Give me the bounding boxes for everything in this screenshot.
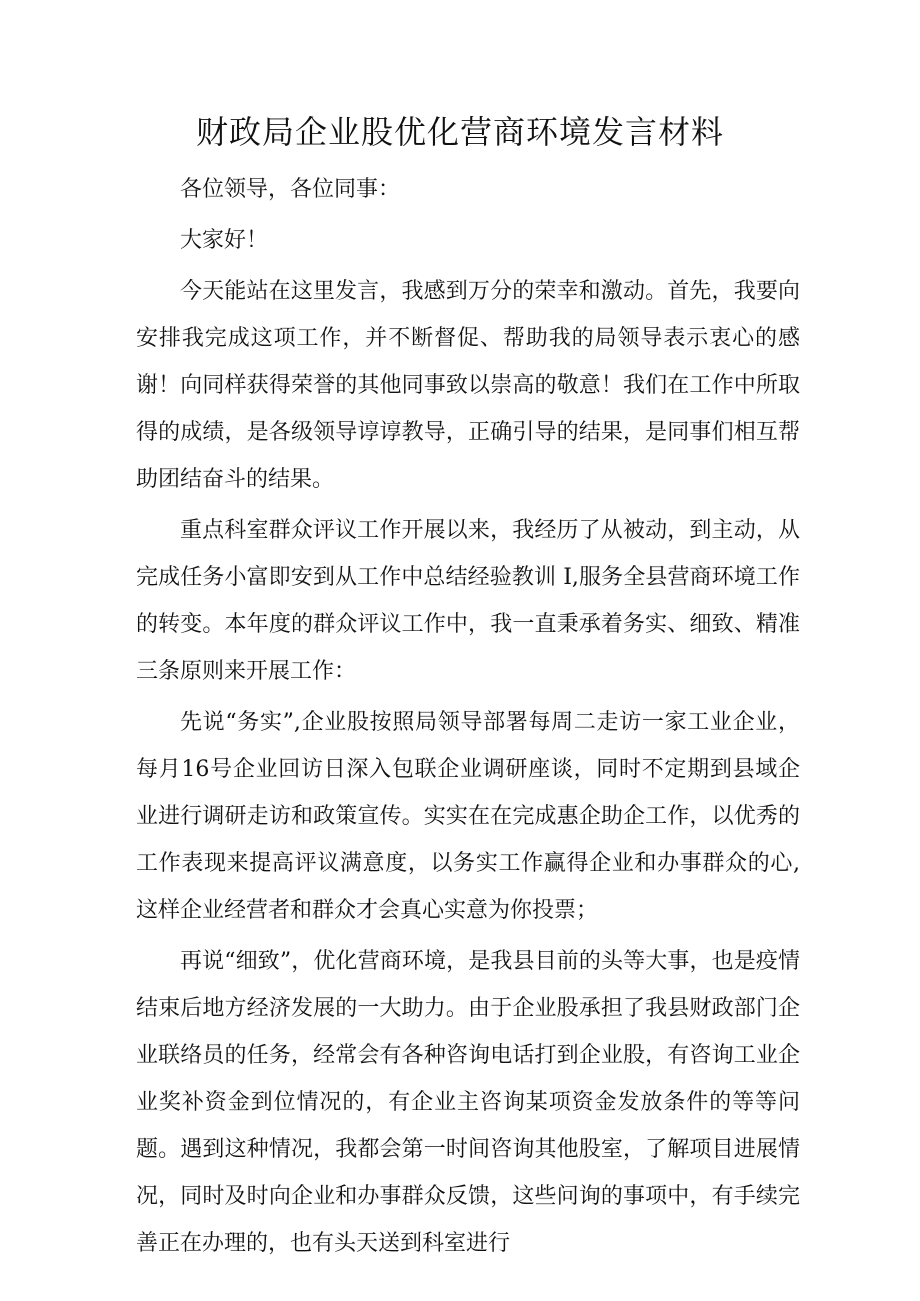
paragraph-salutation: 各位领导，各位同事： — [180, 177, 401, 202]
document-body — [136, 166, 800, 1267]
paragraph-evaluation-overview: 重点科室群众评议工作开展以来，我经历了从被动，到主动，从完成任务小富即安到从工作中总结经验教训 I,服务全县营商环境工作的转变。本年度的群众评议工作中，我一直秉承着务实、细致、精准三条原则来开展工作： — [136, 518, 800, 684]
paragraph-pragmatic: 先说“务实”,企业股按照局领导部署每周二走访一家工业企业，每月16号企业回访日深入包联企业调研座谈，同时不定期到县域企业进行调研走访和政策宣传。实实在在完成惠企助企工作，以优秀的工作表现来提高评议满意度，以务实工作赢得企业和办事群众的心,这样企业经营者和群众才会真心实意为你投票； — [136, 710, 800, 923]
paragraph-greeting: 大家好！ — [180, 228, 269, 253]
paragraph-meticulous: 再说“细致”，优化营商环境，是我县目前的头等大事，也是疫情结束后地方经济发展的一大助力。由于企业股承担了我县财政部门企业联络员的任务，经常会有各种咨询电话打到企业股，有咨询工业企业奖补资金到位情况的，有企业主咨询某项资金发放条件的等等问题。遇到这种情况，我都会第一时间咨询其他股室，了解项目进展情况，同时及时向企业和办事群众反馈，这些问询的事项中，有手续完善正在办理的，也有头天送到科室进行 — [136, 949, 800, 1256]
document-title: 财政局企业股优化营商环境发言材料 — [195, 113, 724, 151]
paragraph-thanks: 今天能站在这里发言，我感到万分的荣幸和激动。首先，我要向安排我完成这项工作，并不断督促、帮助我的局领导表示衷心的感谢！向同样获得荣誉的其他同事致以崇高的敬意！我们在工作中所取得的成绩，是各级领导谆谆教导，正确引导的结果，是同事们相互帮助团结奋斗的结果。 — [136, 279, 800, 492]
